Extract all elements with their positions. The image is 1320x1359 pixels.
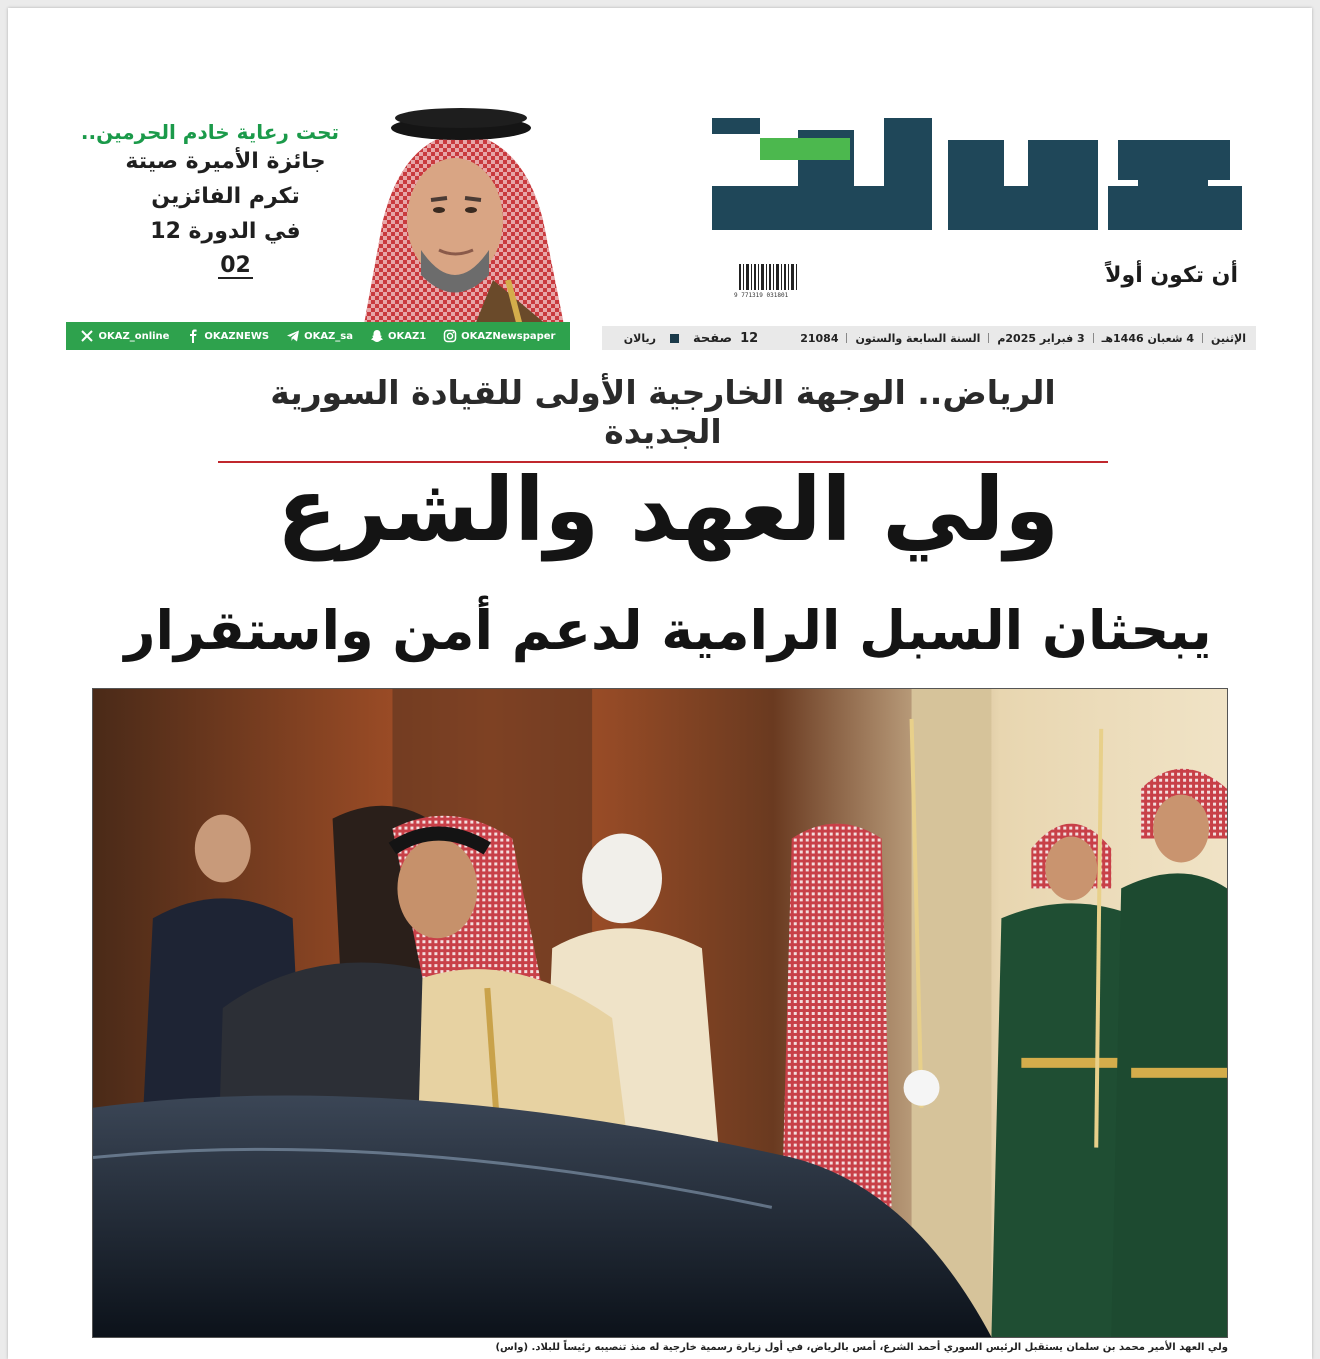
promo-line: تكرم الفائزين: [151, 184, 300, 209]
barcode-number: 9 771319 031801: [734, 292, 789, 299]
social-link-snapchat[interactable]: OKAZ1: [370, 329, 426, 343]
social-link-telegram[interactable]: OKAZ_sa: [286, 329, 353, 343]
facebook-icon: [186, 329, 200, 343]
snapchat-icon: [370, 329, 384, 343]
newspaper-front-page: [8, 8, 1312, 1359]
promo-block[interactable]: [68, 120, 343, 279]
main-news-photo[interactable]: [92, 688, 1228, 1338]
headline-kicker: الرياض.. الوجهة الخارجية الأولى للقيادة السورية الجديدة: [218, 373, 1108, 463]
issue-number: 21084: [800, 331, 839, 345]
okaz-logo: [698, 100, 1248, 260]
main-headline[interactable]: ولي العهد والشرع: [276, 458, 1060, 561]
social-link-facebook[interactable]: OKAZNEWS: [186, 329, 269, 343]
tagline: أن تكون أولاً: [1105, 263, 1238, 288]
x-icon: [80, 329, 94, 343]
pages-label: صفحة: [692, 330, 733, 346]
pages-count: 12: [740, 330, 759, 346]
promo-kicker: تحت رعاية خادم الحرمين..: [80, 120, 339, 144]
social-bar: [66, 322, 570, 350]
square-icon: [670, 334, 679, 343]
promo-page-ref: 02: [220, 253, 251, 278]
issue-hijri-date: 4 شعبان 1446هـ: [1101, 331, 1195, 345]
instagram-icon: [443, 329, 457, 343]
telegram-icon: [286, 329, 300, 343]
king-portrait-photo: [343, 100, 578, 330]
promo-line: في الدورة 12: [150, 219, 301, 244]
promo-line: جائزة الأميرة صيتة: [125, 149, 326, 174]
issue-day: الإثنين: [1211, 331, 1246, 345]
sub-headline: يبحثان السبل الرامية لدعم أمن واستقرار: [124, 599, 1212, 662]
issue-info-bar: [602, 326, 1256, 350]
issue-gregorian-date: 3 فبراير 2025م: [997, 331, 1085, 345]
social-link-x[interactable]: OKAZ_online: [80, 329, 169, 343]
social-link-instagram[interactable]: OKAZNewspaper: [443, 329, 555, 343]
issue-volume: السنة السابعة والستون: [855, 331, 981, 345]
photo-caption: ولي العهد الأمير محمد بن سلمان يستقبل الرئيس السوري أحمد الشرع، أمس بالرياض، في أول زيارة رسمية خارجية له منذ تنصيبه رئيساً للبلاد. (واس): [495, 1342, 1228, 1353]
issue-price: ريالان: [623, 331, 656, 345]
